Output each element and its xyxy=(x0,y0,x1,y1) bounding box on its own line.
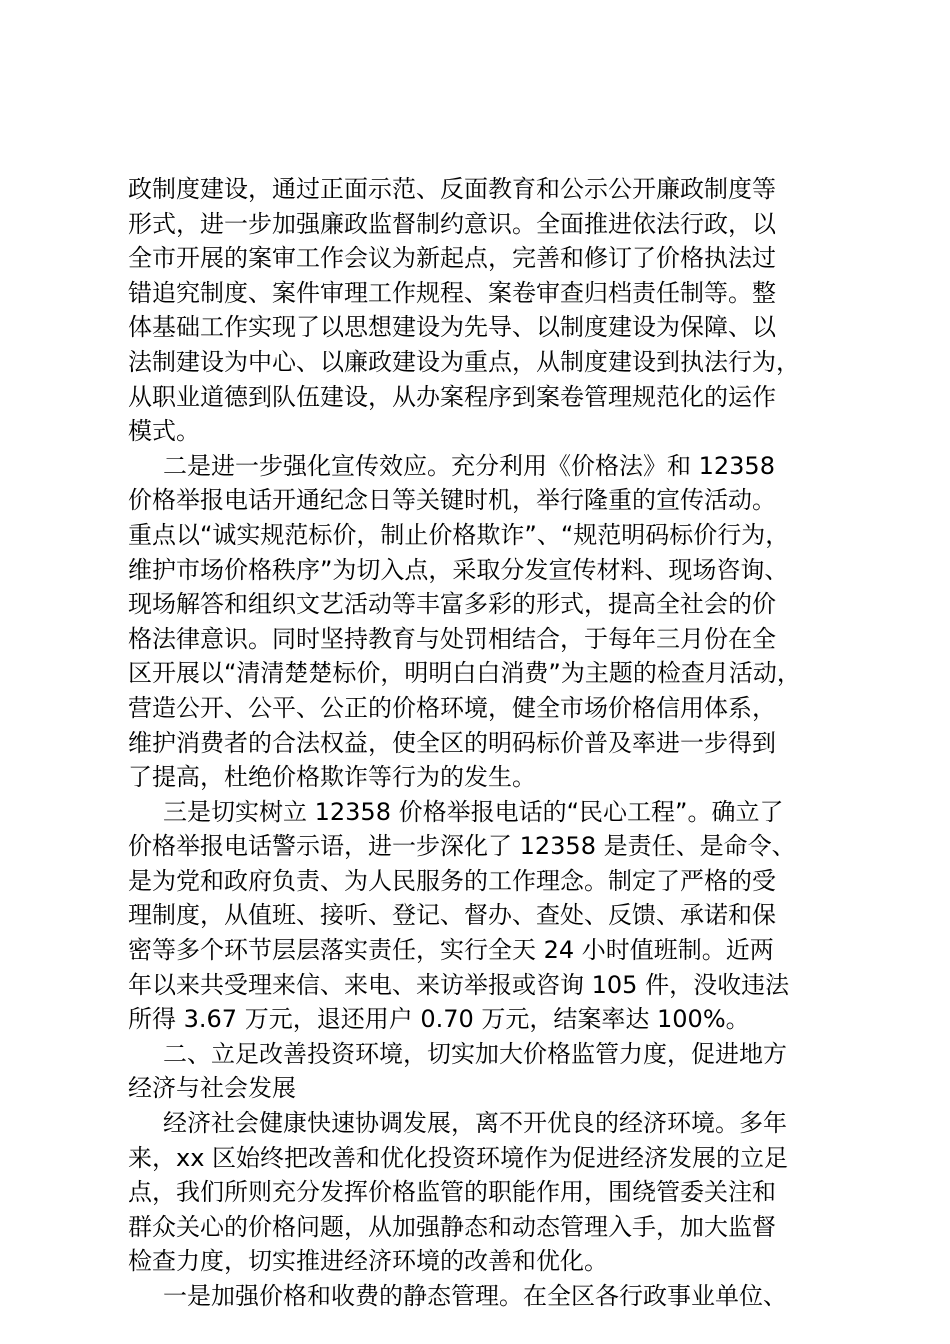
body-text xyxy=(128,172,828,1314)
text-line: 点，我们所则充分发挥价格监管的职能作用，围绕管委关注和 xyxy=(128,1178,776,1207)
text-line: 政制度建设，通过正面示范、反面教育和公示公开廉政制度等 xyxy=(128,175,776,203)
text-line: 形式，进一步加强廉政监督制约意识。全面推进依法行政，以 xyxy=(128,209,776,238)
text-line: 理制度，从值班、接听、登记、督办、查处、反馈、承诺和保 xyxy=(128,901,776,930)
text-line: 全市开展的案审工作会议为新起点，完善和修订了价格执法过 xyxy=(128,244,776,273)
text-line: 了提高，杜绝价格欺诈等行为的发生。 xyxy=(128,763,536,792)
text-line: 错追究制度、案件审理工作规程、案卷审查归档责任制等。整 xyxy=(128,278,776,307)
text-line: 年以来共受理来信、来电、来访举报或咨询 105 件，没收违法 xyxy=(128,970,790,999)
text-line: 二、立足改善投资环境，切实加大价格监管力度，促进地方 xyxy=(163,1039,787,1068)
text-line: 密等多个环节层层落实责任，实行全天 24 小时值班制。近两 xyxy=(128,936,774,965)
text-line: 现场解答和组织文艺活动等丰富多彩的形式，提高全社会的价 xyxy=(128,590,776,619)
text-line: 二是进一步强化宣传效应。充分利用《价格法》和 12358 xyxy=(163,451,775,480)
text-line: 经济社会健康快速协调发展，离不开优良的经济环境。多年 xyxy=(163,1109,787,1138)
text-line: 法制建设为中心、以廉政建设为重点，从制度建设到执法行为， xyxy=(128,347,800,376)
text-line: 维护市场价格秩序”为切入点，采取分发宣传材料、现场咨询、 xyxy=(128,555,789,584)
text-line: 价格举报电话警示语，进一步深化了 12358 是责任、是命令、 xyxy=(128,832,796,861)
text-line: 来，xx 区始终把改善和优化投资环境作为促进经济发展的立足 xyxy=(128,1143,789,1172)
text-line: 经济与社会发展 xyxy=(128,1074,296,1103)
text-line: 所得 3.67 万元，退还用户 0.70 万元，结案率达 100%。 xyxy=(128,1005,750,1034)
text-line: 格法律意识。同时坚持教育与处罚相结合，于每年三月份在全 xyxy=(128,624,776,653)
text-line: 从职业道德到队伍建设，从办案程序到案卷管理规范化的运作 xyxy=(128,382,776,411)
text-line: 一是加强价格和收费的静态管理。在全区各行政事业单位、 xyxy=(163,1282,787,1310)
text-line: 价格举报电话开通纪念日等关键时机，举行隆重的宣传活动。 xyxy=(128,486,776,515)
text-line: 群众关心的价格问题，从加强静态和动态管理入手，加大监督 xyxy=(128,1212,776,1241)
text-line: 检查力度，切实推进经济环境的改善和优化。 xyxy=(128,1247,608,1276)
text-line: 三是切实树立 12358 价格举报电话的“民心工程”。确立了 xyxy=(163,797,784,826)
text-line: 区开展以“清清楚楚标价，明明白白消费”为主题的检查月活动， xyxy=(128,659,801,688)
text-line: 体基础工作实现了以思想建设为先导、以制度建设为保障、以 xyxy=(128,313,776,342)
text-line: 维护消费者的合法权益，使全区的明码标价普及率进一步得到 xyxy=(128,728,776,757)
text-line: 营造公开、公平、公正的价格环境，健全市场价格信用体系， xyxy=(128,693,776,722)
text-line: 模式。 xyxy=(128,417,200,446)
text-line: 重点以“诚实规范标价，制止价格欺诈”、“规范明码标价行为， xyxy=(128,520,790,549)
text-line: 是为党和政府负责、为人民服务的工作理念。制定了严格的受 xyxy=(128,866,776,895)
